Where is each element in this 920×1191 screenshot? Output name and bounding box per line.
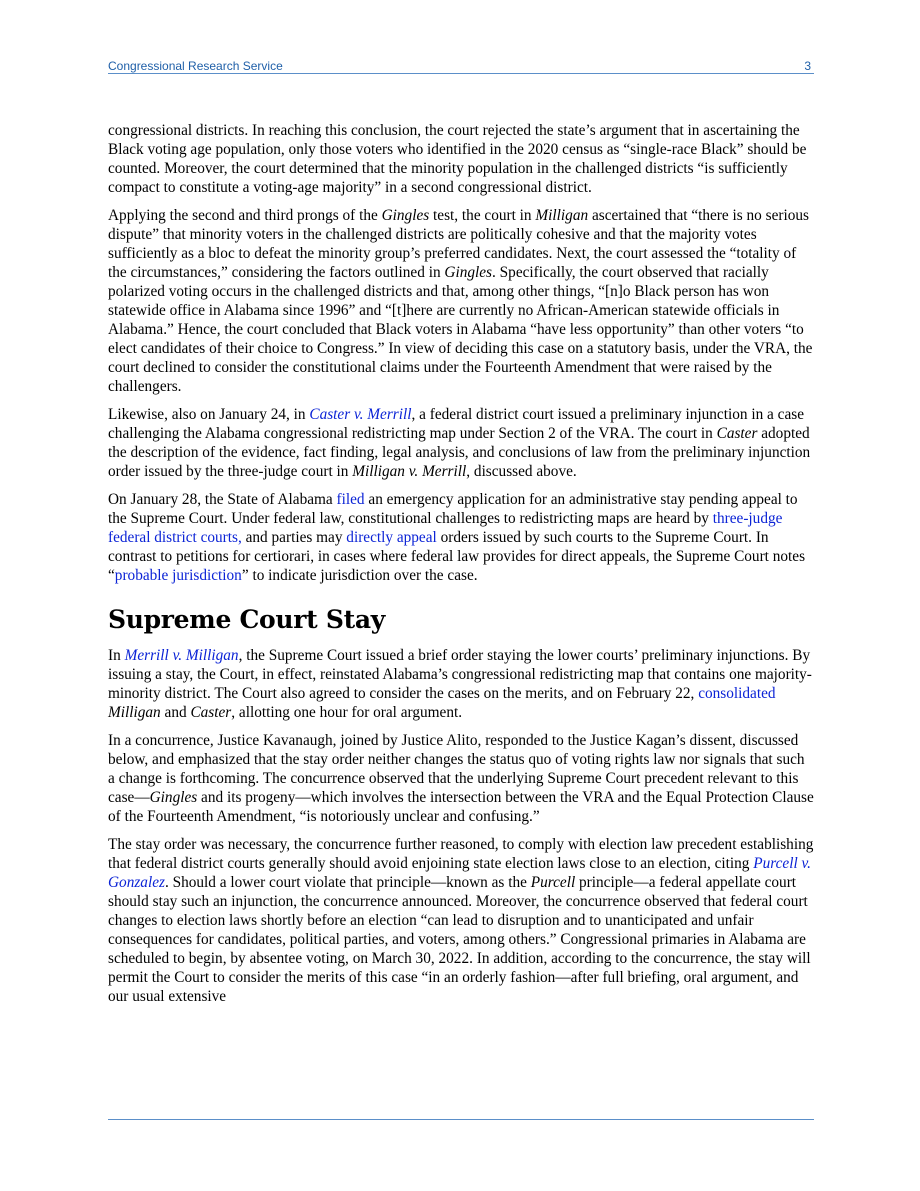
link-purcell-v-gonzalez[interactable]: Purcell v. Gonzalez <box>108 855 812 891</box>
case-name: Milligan v. Merrill <box>352 463 467 480</box>
text: , allotting one hour for oral argument. <box>231 704 463 721</box>
text: principle—a federal appellate court should stay such an injunction, the concurrence announced. Moreover, the concurrence observed that federal court changes to election laws shortly before an election “can lead to disruption and to unanticipated and unfair consequences for candidates, political parties, and voters, among others.” Congressional primaries in Alabama are scheduled to begin, by absentee voting, on March 30, 2022. In addition, according to the concurrence, the stay will permit the Court to consider the merits of this case “in an orderly fashion—after full briefing, oral argument, and our usual extensive <box>108 874 811 1005</box>
publisher-name: Congressional Research Service <box>108 59 283 73</box>
link-directly-appeal[interactable]: directly appeal <box>346 529 437 546</box>
case-name: Caster <box>716 425 758 442</box>
text: , discussed above. <box>466 463 577 480</box>
case-name: Gingles <box>444 264 493 281</box>
link-three-judge-courts[interactable]: three-judge federal district courts, <box>108 510 783 546</box>
page-number: 3 <box>804 59 811 73</box>
text: ” to indicate jurisdiction over the case. <box>241 567 478 584</box>
link-caster-v-merrill[interactable]: Caster v. Merrill <box>309 406 412 423</box>
paragraph-4 <box>108 490 814 585</box>
document-body <box>108 121 814 1015</box>
section-heading: Supreme Court Stay <box>108 605 385 634</box>
text: , a federal district court issued a preliminary injunction in a case challenging the Alabama congressional redistricting map under Section 2 of the VRA. The court in <box>108 406 804 442</box>
text: and its progeny—which involves the intersection between the VRA and the Equal Protection Clause of the Fourteenth Amendment, “is notoriously unclear and confusing.” <box>108 789 814 825</box>
paragraph-3 <box>108 405 814 481</box>
link-merrill-v-milligan[interactable]: Merrill v. Milligan <box>124 647 239 664</box>
paragraph-1: congressional districts. In reaching this conclusion, the court rejected the state’s argument that in ascertaining the Black voting age population, only those voters who identified in the 2020 census as “single-race Black” should be counted. Moreover, the court determined that the minority population in the challenged districts “is sufficiently compact to constitute a voting-age majority” in a second congressional district. <box>108 122 807 196</box>
text: Likewise, also on January 24, in <box>108 406 310 423</box>
text: The stay order was necessary, the concurrence further reasoned, to comply with election law precedent establishing that federal district courts generally should avoid enjoining state election laws close to an election, citing <box>108 836 814 872</box>
paragraph-6 <box>108 731 814 826</box>
link-filed[interactable]: filed <box>336 491 365 508</box>
case-name: Gingles <box>381 207 430 224</box>
text: . Specifically, the court observed that racially polarized voting occurs in the challenged districts and that, among other things, “[n]o Black person has won statewide office in Alabama since 1996” and “[t]here are currently no African-American statewide officials in Alabama.” Hence, the court concluded that Black voters in Alabama “have less opportunity” than other voters “to elect candidates of their choice to Congress.” In view of deciding this case on a statutory basis, under the VRA, the court declined to consider the constitutional claims under the Fourteenth Amendment that were raised by the challengers. <box>108 264 813 395</box>
text: and parties may <box>241 529 347 546</box>
text: In <box>108 647 125 664</box>
case-name: Milligan <box>108 704 161 721</box>
paragraph-7 <box>108 835 814 1006</box>
text: Applying the second and third prongs of the <box>108 207 382 224</box>
text: On January 28, the State of Alabama <box>108 491 337 508</box>
link-probable-jurisdiction[interactable]: probable jurisdiction <box>114 567 242 584</box>
paragraph-2 <box>108 206 814 396</box>
case-name: Gingles <box>149 789 198 806</box>
text: and <box>160 704 191 721</box>
text: , the Supreme Court issued a brief order staying the lower courts’ preliminary injunctions. By issuing a stay, the Court, in effect, reinstated Alabama’s congressional redistricting map that contains one majority-minority district. The Court also agreed to consider the cases on the merits, and on February 22, <box>108 647 812 702</box>
link-consolidated[interactable]: consolidated <box>698 685 776 702</box>
page-header <box>108 57 813 73</box>
paragraph-5 <box>108 646 814 722</box>
case-name: Purcell <box>530 874 576 891</box>
text: adopted the description of the evidence, fact finding, legal analysis, and conclusions of law from the preliminary injunction order issued by the three-judge court in <box>108 425 811 480</box>
text: ascertained that “there is no serious dispute” that minority voters in the challenged districts are politically cohesive and that the majority votes sufficiently as a bloc to defeat the minority group’s preferred candidates. Next, the court assessed the “totality of the circumstances,” considering the factors outlined in <box>108 207 809 281</box>
text: orders issued by such courts to the Supreme Court. In contrast to petitions for certiorari, in cases where federal law provides for direct appeals, the Supreme Court notes “ <box>108 529 806 584</box>
text: test, the court in <box>429 207 536 224</box>
text: . Should a lower court violate that principle—known as the <box>164 874 531 891</box>
case-name: Caster <box>190 704 232 721</box>
case-name: Milligan <box>535 207 589 224</box>
header-rule <box>108 73 814 74</box>
text: an emergency application for an administrative stay pending appeal to the Supreme Court. Under federal law, constitutional challenges to redistricting maps are heard by <box>108 491 798 527</box>
text: In a concurrence, Justice Kavanaugh, joined by Justice Alito, responded to the Justice Kagan’s dissent, discussed below, and emphasized that the stay order neither changes the status quo of voting rights law nor signals that such a change is forthcoming. The concurrence observed that the underlying Supreme Court precedent relevant to this case— <box>108 732 805 806</box>
footer-rule <box>108 1119 814 1120</box>
